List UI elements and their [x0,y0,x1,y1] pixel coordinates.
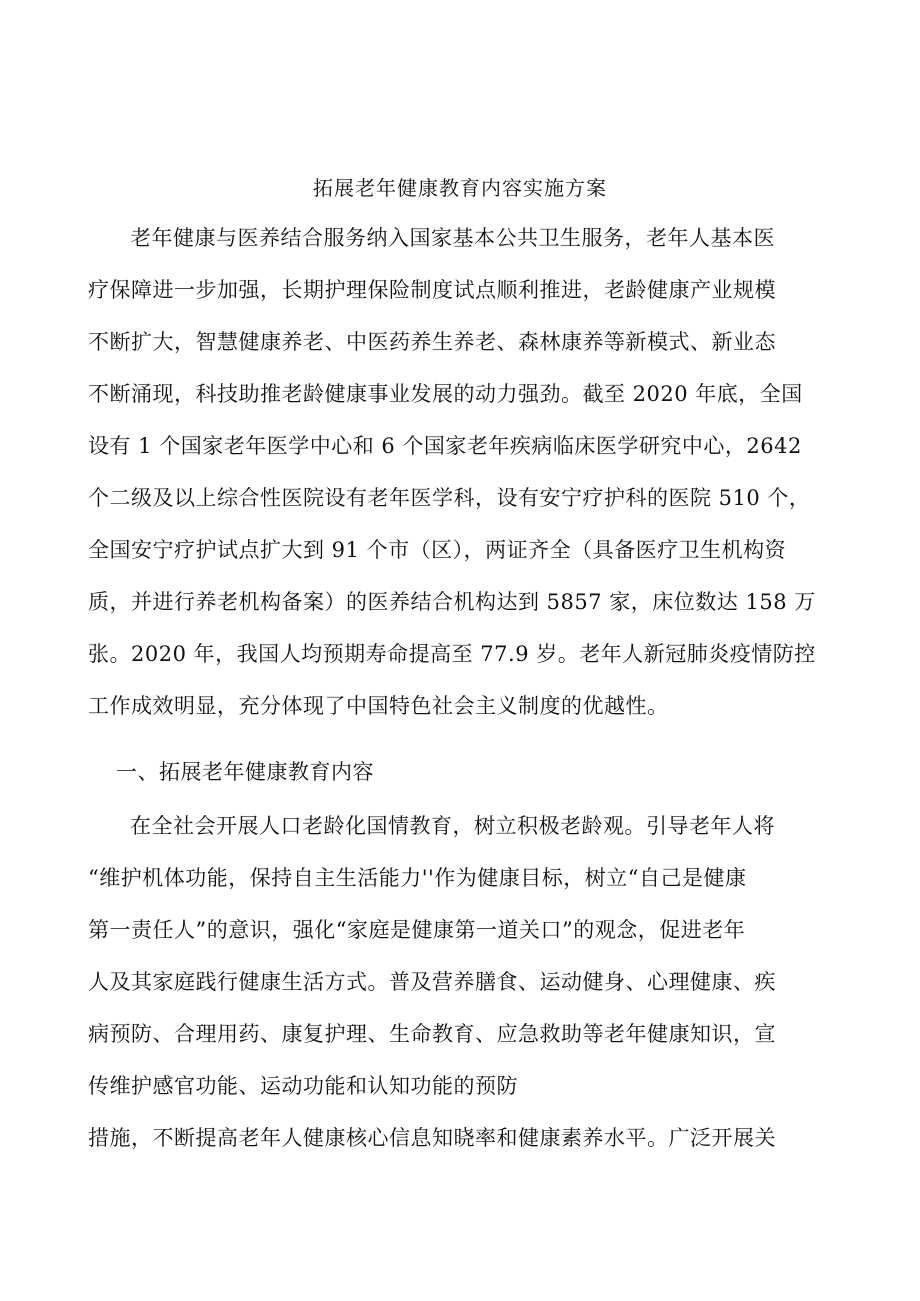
paragraph-line: 老年健康与医养结合服务纳入国家基本公共卫生服务，老年人基本医 [130,226,775,250]
paragraph-line: 第一责任人”的意识，强化“家庭是健康第一道关口”的观念，促进老年 [88,918,746,942]
paragraph-line: 全国安宁疗护试点扩大到 91 个市（区），两证齐全（具备医疗卫生机构资 [88,538,787,562]
paragraph-line: 设有 1 个国家老年医学中心和 6 个国家老年疾病临床医学研究中心，2642 [88,434,802,458]
paragraph-line: 张。2020 年，我国人均预期寿命提高至 77.9 岁。老年人新冠肺炎疫情防控 [88,642,816,666]
paragraph-line: 措施，不断提高老年人健康核心信息知晓率和健康素养水平。广泛开展关 [88,1126,776,1150]
paragraph-line: 个二级及以上综合性医院设有老年医学科，设有安宁疗护科的医院 510 个， [88,486,811,510]
paragraph-line: 不断涌现，科技助推老龄健康事业发展的动力强劲。截至 2020 年底，全国 [88,382,803,406]
paragraph-line: 传维护感官功能、运动功能和认知功能的预防 [88,1074,518,1098]
paragraph-line: 在全社会开展人口老龄化国情教育，树立积极老龄观。引导老年人将 [130,814,775,838]
section-heading: 一、拓展老年健康教育内容 [116,760,374,784]
paragraph-line: “维护机体功能，保持自主生活能力''作为健康目标，树立“自己是健康 [88,866,747,890]
paragraph-line: 人及其家庭践行健康生活方式。普及营养膳食、运动健身、心理健康、疾 [88,970,776,994]
document-title: 拓展老年健康教育内容实施方案 [313,176,607,200]
paragraph-line: 疗保障进一步加强，长期护理保险制度试点顺利推进，老龄健康产业规模 [88,278,776,302]
paragraph-line: 病预防、合理用药、康复护理、生命教育、应急救助等老年健康知识，宣 [88,1022,776,1046]
paragraph-line: 工作成效明显，充分体现了中国特色社会主义制度的优越性。 [88,694,669,718]
paragraph-line: 不断扩大，智慧健康养老、中医药养生养老、森林康养等新模式、新业态 [88,330,776,354]
paragraph-line: 质，并进行养老机构备案）的医养结合机构达到 5857 家，床位数达 158 万 [88,590,816,614]
